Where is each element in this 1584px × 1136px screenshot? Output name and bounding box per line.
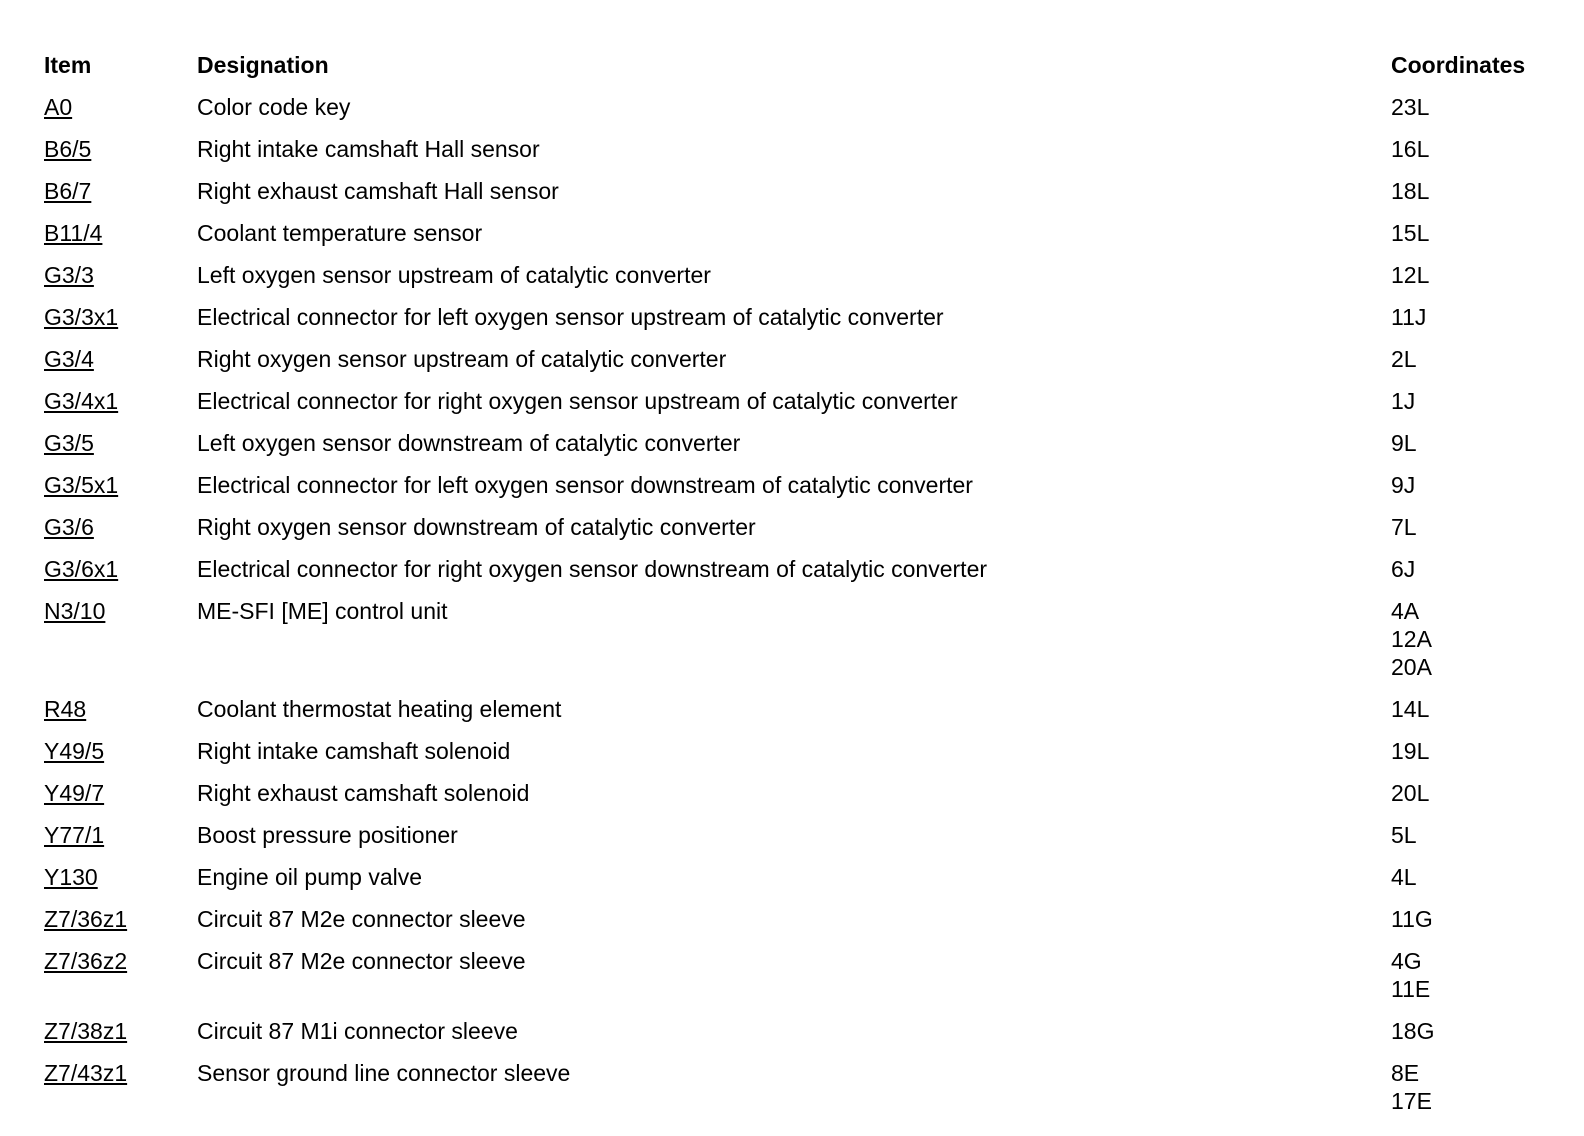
coordinate-value: 18L: [1391, 178, 1430, 204]
coordinate-value: 11G: [1391, 906, 1433, 932]
designation-cell: Right exhaust camshaft Hall sensor: [197, 178, 559, 204]
item-link[interactable]: G3/6x1: [44, 556, 119, 582]
item-cell: [44, 471, 197, 499]
coordinate-value: 9J: [1391, 472, 1416, 498]
item-link[interactable]: Z7/38z1: [44, 1018, 128, 1044]
coordinates-cell: [1391, 429, 1574, 457]
coordinates-cell: [1391, 303, 1574, 331]
item-link[interactable]: G3/3: [44, 262, 94, 288]
item-cell: [44, 555, 197, 583]
component-legend-table: [44, 44, 1574, 1122]
legend-row: [44, 548, 1574, 590]
item-link[interactable]: Y49/7: [44, 780, 105, 806]
coordinates-cell: [1391, 177, 1574, 205]
coordinate-value: 4L: [1391, 864, 1417, 890]
legend-row: [44, 254, 1574, 296]
item-cell: [44, 345, 197, 373]
item-cell: [44, 1059, 197, 1087]
coordinates-cell: [1391, 135, 1574, 163]
coordinate-value: 11J: [1391, 304, 1427, 330]
coordinate-value: 4A: [1391, 598, 1420, 624]
coordinates-cell: [1391, 905, 1574, 933]
designation-cell: Right intake camshaft Hall sensor: [197, 136, 540, 162]
item-cell: [44, 387, 197, 415]
coordinate-value: 8E: [1391, 1060, 1420, 1086]
legend-row: [44, 590, 1574, 688]
coordinate-value: 14L: [1391, 696, 1430, 722]
legend-row: [44, 380, 1574, 422]
legend-row: [44, 688, 1574, 730]
designation-cell: Coolant thermostat heating element: [197, 696, 562, 722]
coordinate-value: 1J: [1391, 388, 1416, 414]
item-cell: [44, 695, 197, 723]
coordinates-cell: [1391, 93, 1574, 121]
item-cell: [44, 219, 197, 247]
designation-cell: Left oxygen sensor upstream of catalytic converter: [197, 262, 711, 288]
item-cell: [44, 737, 197, 765]
designation-cell: Right oxygen sensor downstream of catalytic converter: [197, 514, 756, 540]
coordinates-cell: [1391, 1017, 1574, 1045]
coordinate-value: 7L: [1391, 514, 1417, 540]
legend-header-row: [44, 44, 1574, 86]
item-link[interactable]: Z7/43z1: [44, 1060, 128, 1086]
coordinates-cell: [1391, 471, 1574, 499]
coordinates-cell: [1391, 219, 1574, 247]
coordinate-value: 6J: [1391, 556, 1416, 582]
legend-row: [44, 814, 1574, 856]
coordinates-cell: [1391, 513, 1574, 541]
coordinates-cell: [1391, 261, 1574, 289]
legend-row: [44, 856, 1574, 898]
item-link[interactable]: G3/4x1: [44, 388, 119, 414]
item-cell: [44, 513, 197, 541]
legend-row: [44, 1010, 1574, 1052]
designation-cell: Circuit 87 M1i connector sleeve: [197, 1018, 518, 1044]
item-cell: [44, 1017, 197, 1045]
legend-row: [44, 86, 1574, 128]
legend-body: [44, 86, 1574, 1122]
designation-cell: Boost pressure positioner: [197, 822, 458, 848]
legend-row: [44, 170, 1574, 212]
coordinates-cell: [1391, 597, 1574, 681]
coordinate-value: 18G: [1391, 1018, 1435, 1044]
item-cell: [44, 261, 197, 289]
coordinates-cell: [1391, 387, 1574, 415]
item-cell: [44, 905, 197, 933]
item-link[interactable]: N3/10: [44, 598, 106, 624]
legend-row: [44, 506, 1574, 548]
item-cell: [44, 177, 197, 205]
coordinate-value: 2L: [1391, 346, 1417, 372]
coordinate-value: 12A: [1391, 626, 1432, 652]
coordinates-cell: [1391, 947, 1574, 1003]
coordinates-cell: [1391, 1059, 1574, 1115]
legend-row: [44, 772, 1574, 814]
designation-cell: Circuit 87 M2e connector sleeve: [197, 906, 526, 932]
item-link[interactable]: B6/5: [44, 136, 92, 162]
designation-cell: Electrical connector for left oxygen sensor downstream of catalytic converter: [197, 472, 973, 498]
designation-cell: Coolant temperature sensor: [197, 220, 483, 246]
item-link[interactable]: Z7/36z2: [44, 948, 128, 974]
item-cell: [44, 947, 197, 975]
item-cell: [44, 303, 197, 331]
coordinate-value: 9L: [1391, 430, 1417, 456]
item-link[interactable]: A0: [44, 94, 73, 120]
item-cell: [44, 779, 197, 807]
coordinates-cell: [1391, 555, 1574, 583]
item-cell: [44, 821, 197, 849]
header-designation: Designation: [197, 52, 329, 78]
coordinate-value: 16L: [1391, 136, 1430, 162]
legend-row: [44, 212, 1574, 254]
legend-row: [44, 730, 1574, 772]
header-item: Item: [44, 52, 92, 78]
designation-cell: Circuit 87 M2e connector sleeve: [197, 948, 526, 974]
coordinate-value: 12L: [1391, 262, 1430, 288]
coordinate-value: 19L: [1391, 738, 1430, 764]
item-link[interactable]: Y77/1: [44, 822, 105, 848]
item-link[interactable]: Y49/5: [44, 738, 105, 764]
designation-cell: Sensor ground line connector sleeve: [197, 1060, 571, 1086]
item-link[interactable]: Y130: [44, 864, 98, 890]
item-link[interactable]: G3/5: [44, 430, 94, 456]
item-cell: [44, 597, 197, 625]
designation-cell: Electrical connector for right oxygen sensor downstream of catalytic converter: [197, 556, 988, 582]
legend-row: [44, 464, 1574, 506]
coordinates-cell: [1391, 863, 1574, 891]
coordinate-value: 5L: [1391, 822, 1417, 848]
designation-cell: Left oxygen sensor downstream of catalytic converter: [197, 430, 741, 456]
item-link[interactable]: B11/4: [44, 220, 103, 246]
coordinates-cell: [1391, 779, 1574, 807]
header-coordinates: Coordinates: [1391, 52, 1526, 78]
designation-cell: Electrical connector for right oxygen sensor upstream of catalytic converter: [197, 388, 958, 414]
item-cell: [44, 429, 197, 457]
coordinate-value: 23L: [1391, 94, 1430, 120]
legend-row: [44, 940, 1574, 1010]
item-link[interactable]: R48: [44, 696, 87, 722]
designation-cell: ME-SFI [ME] control unit: [197, 598, 448, 624]
item-link[interactable]: G3/4: [44, 346, 94, 372]
designation-cell: Color code key: [197, 94, 351, 120]
item-cell: [44, 135, 197, 163]
coordinates-cell: [1391, 695, 1574, 723]
legend-row: [44, 1052, 1574, 1122]
coordinate-value: 20A: [1391, 654, 1432, 680]
item-link[interactable]: G3/5x1: [44, 472, 119, 498]
coordinate-value: 15L: [1391, 220, 1430, 246]
item-cell: [44, 863, 197, 891]
item-cell: [44, 93, 197, 121]
item-link[interactable]: G3/6: [44, 514, 94, 540]
coordinate-value: 17E: [1391, 1088, 1432, 1114]
designation-cell: Right exhaust camshaft solenoid: [197, 780, 530, 806]
legend-row: [44, 898, 1574, 940]
coordinate-value: 4G: [1391, 948, 1422, 974]
coordinate-value: 11E: [1391, 976, 1431, 1002]
item-link[interactable]: G3/3x1: [44, 304, 119, 330]
legend-row: [44, 296, 1574, 338]
coordinates-cell: [1391, 737, 1574, 765]
legend-row: [44, 128, 1574, 170]
legend-row: [44, 338, 1574, 380]
coordinates-cell: [1391, 821, 1574, 849]
legend-row: [44, 422, 1574, 464]
item-link[interactable]: B6/7: [44, 178, 92, 204]
item-link[interactable]: Z7/36z1: [44, 906, 128, 932]
designation-cell: Right oxygen sensor upstream of catalytic converter: [197, 346, 727, 372]
designation-cell: Electrical connector for left oxygen sensor upstream of catalytic converter: [197, 304, 944, 330]
designation-cell: Engine oil pump valve: [197, 864, 423, 890]
coordinates-cell: [1391, 345, 1574, 373]
coordinate-value: 20L: [1391, 780, 1430, 806]
designation-cell: Right intake camshaft solenoid: [197, 738, 511, 764]
